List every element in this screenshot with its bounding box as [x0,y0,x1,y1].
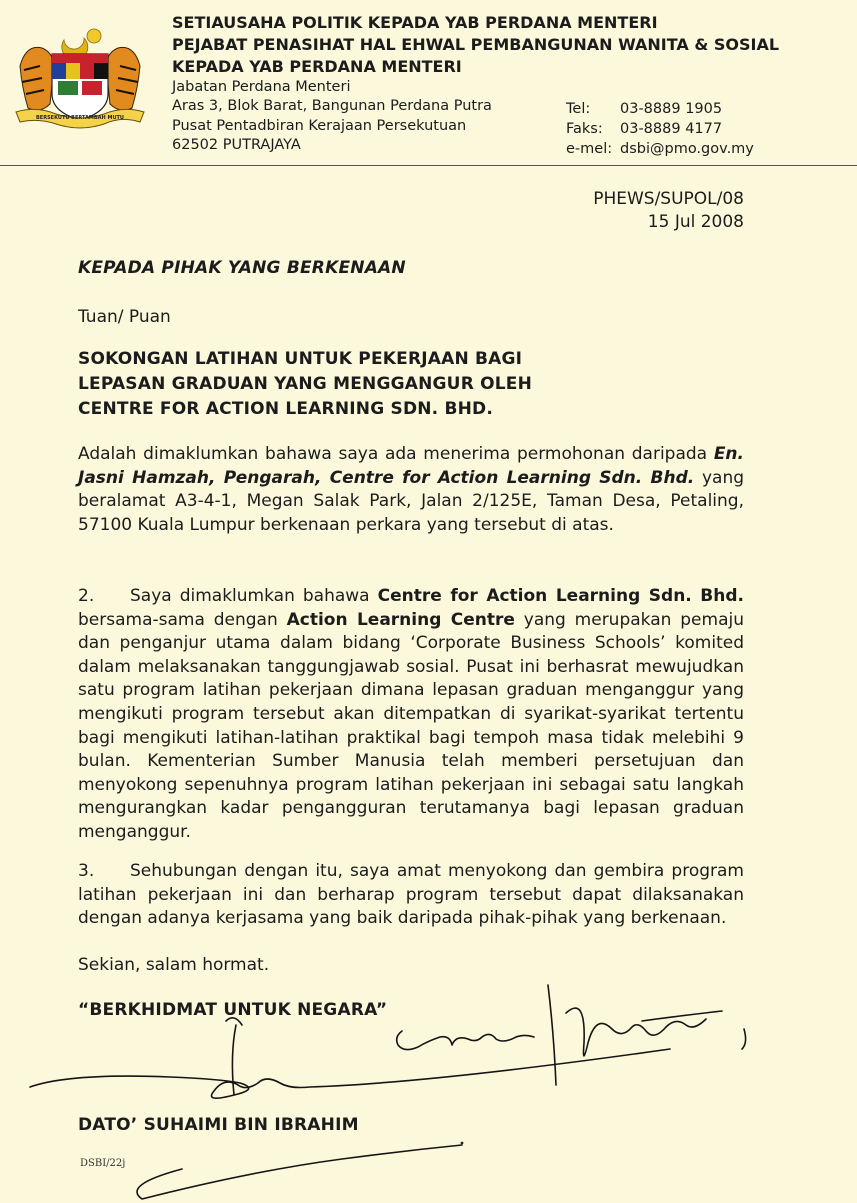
motto: “BERKHIDMAT UNTUK NEGARA” [78,1000,388,1020]
paragraph-text: yang beralamat A3-4-1, Megan Salak Park, Jalan 2/125E, Taman Desa, Petaling, 57100 Kuala Lumpur berkenaan perkara yang tersebut di atas. [78,467,745,535]
signatory-name: DATO’ SUHAIMI BIN IBRAHIM [78,1115,359,1135]
letterhead-organisation [172,12,779,78]
paragraph-text: bersama-sama dengan [78,609,287,630]
paragraph-1 [78,443,744,537]
subject [78,347,532,422]
paragraph-text: yang merupakan pemaju dan penganjur utama dalam bidang ‘Corporate Business Schools’ komited dalam melaksanakan tanggungjawab sosial. Pusat ini berhasrat mewujudkan satu program latihan pekerjaan dimana lepasan graduan menganggur yang mengikuti program tersebut akan ditempatkan di syarikat-syarikat tertentu bagi mengikuti latihan-latihan praktikal bagi tempoh masa tidak melebihi 9 bulan. Kementerian Sumber Manusia telah memberi persetujuan dan menyokong sepenuhnya program latihan pekerjaan ini sebagai satu langkah mengurangkan kadar pengangguran terutamanya bagi lepasan graduan menganggur. [78,609,744,842]
recipient: KEPADA PIHAK YANG BERKENAAN [78,258,406,278]
address-line: Pusat Pentadbiran Kerajaan Persekutuan [172,117,467,134]
reference-code: PHEWS/SUPOL/08 [593,189,744,209]
address-line: 62502 PUTRAJAYA [172,136,301,153]
subject-line: SOKONGAN LATIHAN UNTUK PEKERJAAN BAGI [78,349,523,369]
letter-date: 15 Jul 2008 [647,212,744,232]
handwritten-text: Salam Hormat, [400,1035,408,1036]
partner-name: Action Learning Centre [286,609,515,630]
letterhead-contact [566,99,754,159]
subject-line: LEPASAN GRADUAN YANG MENGGANGUR OLEH [78,374,533,394]
address-line: Jabatan Perdana Menteri [172,79,351,95]
salutation: Tuan/ Puan [78,307,171,327]
paragraph-text: Adalah dimaklumkan bahawa saya ada menerima permohonan daripada [78,444,714,464]
paragraph-2 [78,585,744,845]
paragraph-text: Sehubungan dengan itu, saya amat menyokong dan gembira program latihan pekerjaan ini dan berharap program tersebut dapat dilaksanakan dengan adanya kerjasama yang baik daripada pihak-pihak yang berkenaan. [78,861,744,929]
org-line: SETIAUSAHA POLITIK KEPADA YAB PERDANA MENTERI [172,13,658,32]
org-line: KEPADA YAB PERDANA MENTERI [172,57,462,76]
paragraph-number: 2. [78,586,95,606]
tel-label: Tel: [566,101,591,117]
handwritten-signature [0,975,857,1203]
company-name: Centre for Action Learning Sdn. Bhd. [377,586,744,606]
address-line: Aras 3, Blok Barat, Bangunan Perdana Putra [172,98,492,115]
tel-value: 03-8889 1905 [620,101,723,117]
reference-initials: DSBI/22j [80,1158,126,1169]
fax-value: 03-8889 4177 [620,121,723,137]
paragraph-number: 3. [78,861,95,881]
reference-block [593,188,744,234]
coat-of-arms-icon [12,26,148,130]
letterhead-address [172,78,492,155]
email-label: e-mel: [566,141,613,157]
fax-label: Faks: [566,121,603,137]
email-value: dsbi@pmo.gov.my [620,141,754,157]
header-divider [0,165,857,166]
crest-motto: BERSEKUTU BERTAMBAH MUTU [36,115,124,121]
applicant-name: En. Jasni Hamzah, Pengarah, Centre for Action Learning Sdn. Bhd. [78,444,744,488]
paragraph-text: Saya dimaklumkan bahawa [130,586,378,606]
org-line: PEJABAT PENASIHAT HAL EHWAL PEMBANGUNAN WANITA & SOSIAL [172,35,780,54]
subject-line: CENTRE FOR ACTION LEARNING SDN. BHD. [78,399,494,419]
paragraph-3 [78,860,744,931]
closing: Sekian, salam hormat. [78,955,270,975]
